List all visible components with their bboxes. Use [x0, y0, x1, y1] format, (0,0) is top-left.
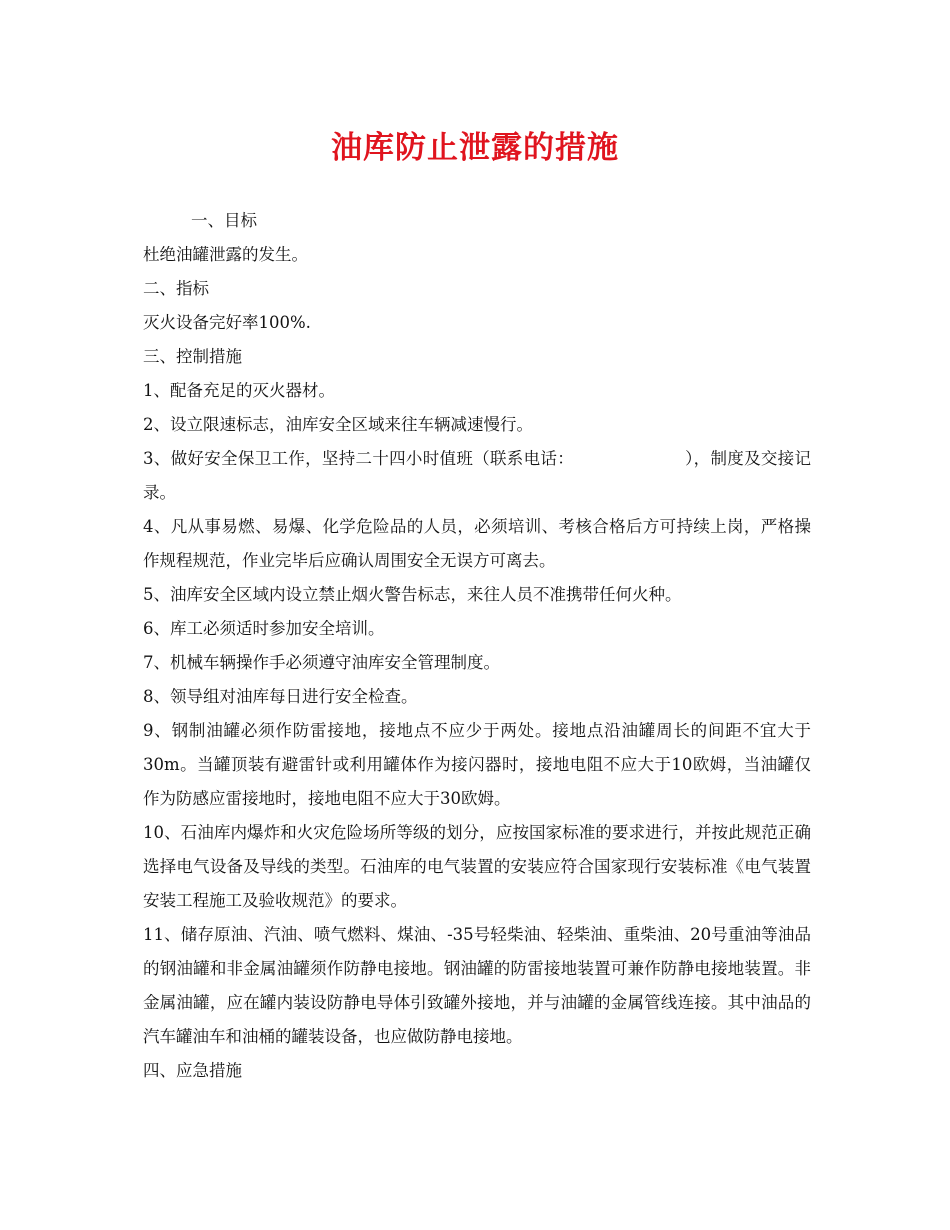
section-heading-control-measures: 三、控制措施: [143, 347, 242, 366]
list-item: 3、做好安全保卫工作，坚持二十四小时值班（联系电话： ），制度及交接记录。: [143, 449, 811, 502]
list-item: 6、库工必须适时参加安全培训。: [143, 619, 385, 638]
section-heading-indicator: 二、指标: [143, 279, 209, 298]
document-title: 油库防止泄露的措施: [331, 130, 619, 166]
list-item: 10、石油库内爆炸和火灾危险场所等级的划分，应按国家标准的要求进行，并按此规范正确选择电气设备及导线的类型。石油库的电气装置的安装应符合国家现行安装标准《电气装置安装工程施工及验收规范》的要求。: [143, 823, 811, 910]
document-body: [143, 204, 811, 1088]
section-heading-emergency-measures: 四、应急措施: [143, 1061, 242, 1080]
section-heading-goal: 一、目标: [191, 211, 257, 230]
list-item: 4、凡从事易燃、易爆、化学危险品的人员，必须培训、考核合格后方可持续上岗，严格操作规程规范，作业完毕后应确认周围安全无误方可离去。: [143, 517, 811, 570]
list-item: 8、领导组对油库每日进行安全检查。: [143, 687, 418, 706]
paragraph: 杜绝油罐泄露的发生。: [143, 245, 308, 264]
paragraph: 灭火设备完好率100%.: [143, 313, 311, 332]
list-item: 11、储存原油、汽油、喷气燃料、煤油、-35号轻柴油、轻柴油、重柴油、20号重油等油品的钢油罐和非金属油罐须作防静电接地。钢油罐的防雷接地装置可兼作防静电接地装置。非金属油罐，应在罐内装设防静电导体引致罐外接地，并与油罐的金属管线连接。其中油品的汽车罐油车和油桶的罐装设备，也应做防静电接地。: [143, 925, 811, 1046]
list-item: 7、机械车辆操作手必须遵守油库安全管理制度。: [143, 653, 500, 672]
list-item: 2、设立限速标志，油库安全区域来往车辆减速慢行。: [143, 415, 533, 434]
list-item: 1、配备充足的灭火器材。: [143, 381, 335, 400]
list-item: 9、钢制油罐必须作防雷接地，接地点不应少于两处。接地点沿油罐周长的间距不宜大于30m。当罐顶装有避雷针或利用罐体作为接闪器时，接地电阻不应大于10欧姆，当油罐仅作为防感应雷接地时，接地电阻不应大于30欧姆。: [143, 721, 811, 808]
list-item: 5、油库安全区域内设立禁止烟火警告标志，来往人员不准携带任何火种。: [143, 585, 682, 604]
